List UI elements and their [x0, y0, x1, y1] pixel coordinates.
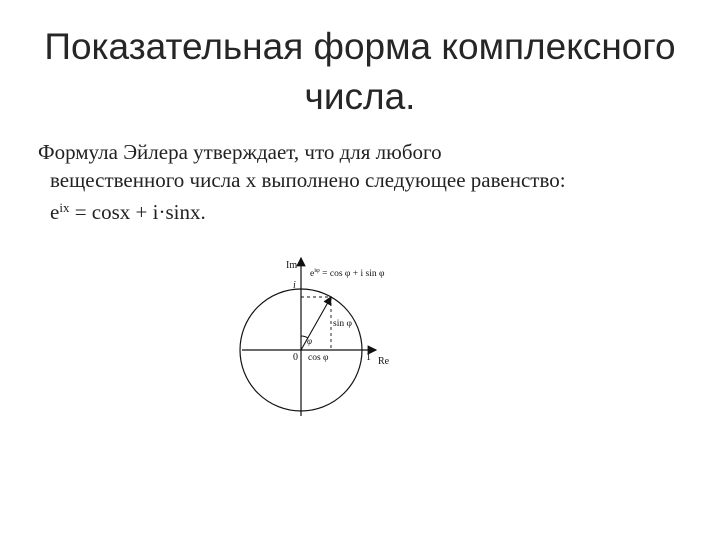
title-line-1: Показательная форма комплексного — [44, 26, 676, 67]
formula-base: e — [50, 200, 60, 224]
euler-label-rest: = cos φ + i sin φ — [319, 269, 385, 279]
cos-label: cos φ — [308, 353, 329, 363]
euler-label-exp: iφ — [314, 267, 320, 274]
radius-vector — [301, 297, 331, 350]
euler-formula — [38, 194, 698, 226]
formula-exponent: ix — [59, 200, 70, 215]
body-text — [38, 138, 698, 226]
re-axis-label: Re — [378, 356, 390, 367]
one-label: 1 — [366, 352, 371, 363]
i-label: i — [293, 280, 296, 291]
text-line-2: вещественного числа x выполнено следующее равенство: — [50, 168, 566, 192]
euler-label-base: e — [310, 269, 315, 279]
euler-label — [310, 267, 385, 279]
im-axis-label: Im — [286, 260, 298, 271]
page-title — [0, 22, 720, 122]
zero-label: 0 — [293, 352, 298, 363]
unit-circle-diagram — [236, 252, 406, 422]
text-line-1: Формула Эйлера утверждает, что для любого — [38, 140, 442, 164]
sin-label: sin φ — [333, 319, 352, 329]
angle-label: φ — [307, 336, 312, 346]
formula-rest: = cosx + i·sinx. — [69, 200, 206, 224]
title-line-2: числа. — [304, 76, 416, 117]
